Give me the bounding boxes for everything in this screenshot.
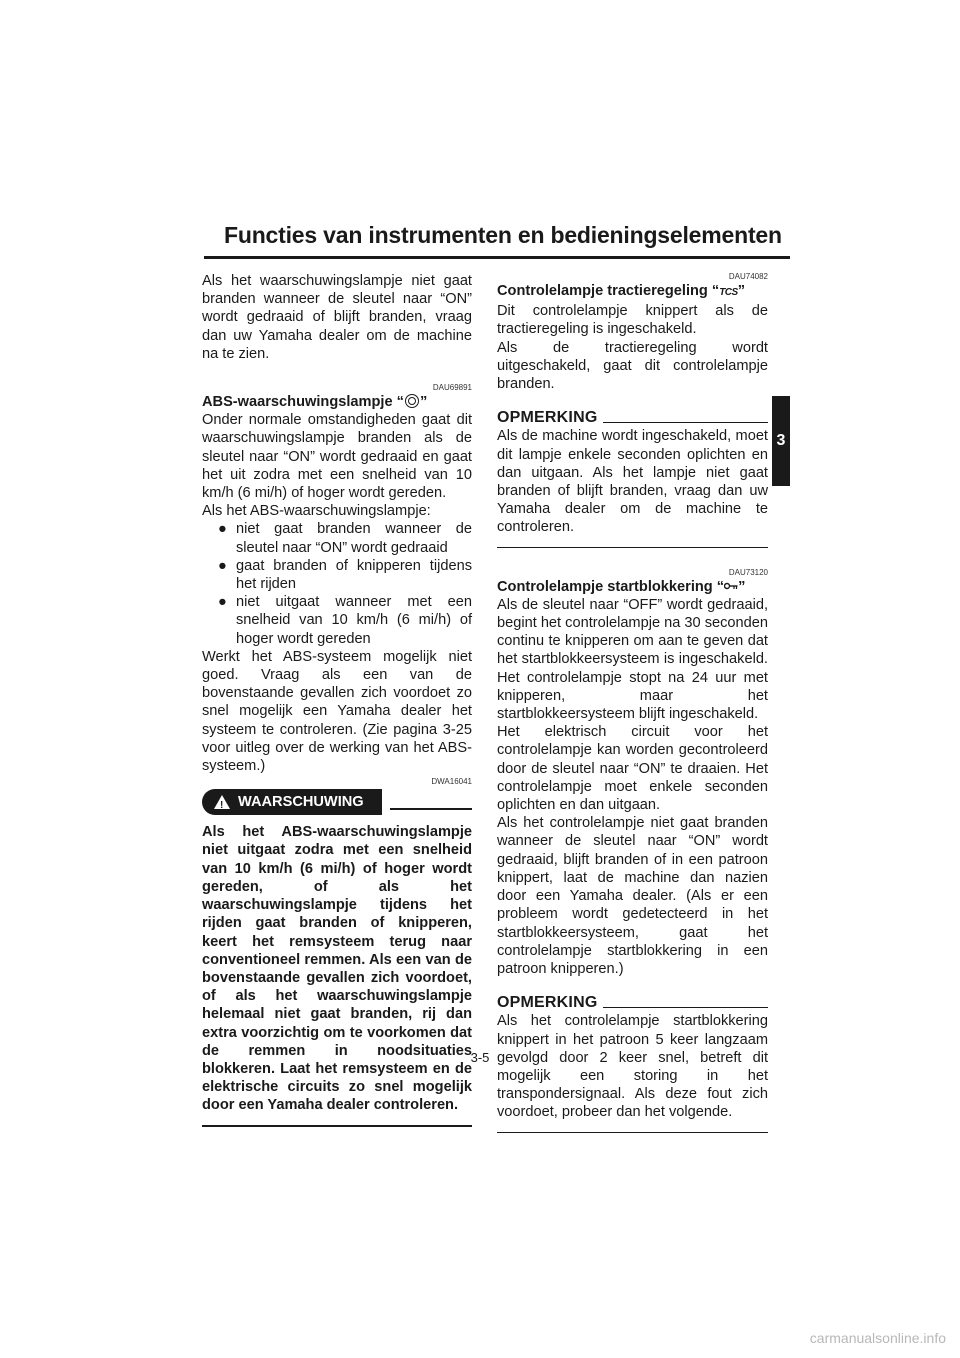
abs-heading [202, 393, 472, 411]
note-header-2 [497, 994, 768, 1012]
title-rule [204, 256, 790, 259]
intro-paragraph: Als het waarschuwingslampje niet gaat branden wanneer de sleutel naar “ON” wordt gedraaid of blijft branden, vraag dan uw Yamaha dealer om de machine na te zien. [202, 273, 472, 362]
abs-bullet-list [202, 520, 472, 647]
note-rule-1 [603, 422, 768, 423]
bullet-icon: ● [218, 557, 227, 574]
note-label-1: OPMERKING [497, 409, 598, 427]
abs-heading-text: ABS-waarschuwingslampje “ [202, 394, 404, 411]
bullet-icon: ● [218, 594, 227, 611]
note-header-1 [497, 409, 768, 427]
immo-paragraph-3: Als het controlelampje niet gaat branden wanneer de sleutel naar “ON” wordt gedraaid, blijft branden of in een patroon knippert, laat de machine dan nazien door een Yamaha dealer. (Als er een probleem wordt gedetecteerd in het startblokkeersysteem, gaat het controlelampje startblokkering in een patroon knipperen.) [497, 815, 768, 977]
abs-icon [405, 394, 419, 408]
abs-paragraph-2: Als het ABS-waarschuwingslampje: [202, 503, 431, 520]
note-text-1: Als de machine wordt ingeschakeld, moet dit lampje enkele seconden oplichten en dan uitgaan. Als het lampje niet gaat branden of blijft branden, vraag dan uw Yamaha dealer om de machine te controleren. [497, 428, 768, 536]
page-title: Functies van instrumenten en bedieningselementen [224, 222, 782, 248]
tcs-heading-text: Controlelampje tractieregeling “ [497, 283, 720, 299]
tcs-icon: TCS [719, 287, 738, 298]
watermark: carmanualsonline.info [809, 1330, 946, 1346]
bullet-icon: ● [218, 521, 227, 538]
tcs-paragraph-2: Als de tractieregeling wordt uitgeschakeld, gaat dit controlelampje branden. [497, 339, 768, 393]
tcs-section-code: DAU74082 [728, 272, 768, 281]
immo-heading-close: ” [738, 578, 746, 595]
abs-paragraph-3: Werkt het ABS-systeem mogelijk niet goed. Vraag als een van de bovenstaande gevallen zich voordoet zo snel mogelijk een Yamaha dealer het systeem te controleren. (Zie pagina 3-25 voor uitleg over de werking van het ABS-systeem.) [202, 648, 472, 775]
warning-end-rule [202, 1125, 472, 1127]
immo-heading-text: Controlelampje startblokkering “ [497, 578, 725, 595]
warning-header [202, 789, 472, 815]
warning-rule [390, 808, 472, 810]
abs-heading-close: ” [419, 394, 428, 411]
warning-label: WAARSCHUWING [238, 794, 364, 811]
warning-label-box [202, 789, 382, 815]
left-column [202, 272, 472, 1127]
list-item [202, 557, 472, 593]
abs-section-code: DAU69891 [432, 383, 472, 393]
immo-paragraph-2: Het elektrisch circuit voor het controlelampje kan worden gecontroleerd door de sleutel naar “ON” te draaien. Het controlelampje moet enkele seconden oplichten en dan uitgaan. [497, 724, 768, 814]
tcs-paragraph-1: Dit controlelampje knippert als de tractieregeling is ingeschakeld. [497, 303, 768, 338]
immo-section-code: DAU73120 [728, 567, 768, 577]
right-column [497, 272, 768, 1133]
warning-code: DWA16041 [431, 777, 472, 787]
bullet-text: niet gaat branden wanneer de sleutel naar “ON” wordt gedraaid [236, 521, 472, 556]
warning-text: Als het ABS-waarschuwingslampje niet uitgaat zodra met een snelheid van 10 km/h (6 mi/h) of hoger wordt gereden, of als het waarschuwingslampje tijdens het rijden gaat branden of knipperen, keert het remsysteem terug naar conventioneel remmen. Als een van de bovenstaande gevallen zich voordoet, of als het waarschuwingslampje helemaal niet gaat branden, rij dan extra voorzichtig om te voorkomen dat de remmen in noodsituaties blokkeren. Laat het remsysteem en de elektrische circuits zo snel mogelijk door een Yamaha dealer controleren. [202, 824, 472, 1114]
note-end-rule-2 [497, 1132, 768, 1133]
page-number: 3-5 [470, 1050, 490, 1065]
key-icon [724, 582, 738, 590]
bullet-text: gaat branden of knipperen tijdens het rijden [236, 557, 472, 593]
tcs-heading-close: ” [737, 283, 745, 299]
bullet-text: niet uitgaat wanneer met een snelheid van 10 km/h (6 mi/h) of hoger wordt gereden [236, 594, 472, 647]
list-item [202, 593, 472, 648]
tcs-heading [497, 282, 768, 302]
immo-paragraph-1: Als de sleutel naar “OFF” wordt gedraaid, begint het controlelampje na 30 seconden continu te knipperen om aan te geven dat het startblokkeersysteem is ingeschakeld. Het controlelampje stopt na 24 uur met knipperen, maar het startblokkeersysteem blijft ingeschakeld. [497, 596, 768, 723]
chapter-tab: 3 [772, 396, 790, 486]
warning-icon [214, 795, 230, 809]
list-item [202, 520, 472, 556]
note-end-rule-1 [497, 547, 768, 548]
note-text-2: Als het controlelampje startblokkering knippert in het patroon 5 keer langzaam gevolgd door 2 keer snel, betreft dit mogelijk een storing in het transpondersignaal. Als deze fout zich voordoet, probeer dan het volgende. [497, 1013, 768, 1121]
note-rule-2 [603, 1007, 768, 1008]
abs-paragraph-1: Onder normale omstandigheden gaat dit waarschuwingslampje branden als de sleutel naar “ON” wordt gedraaid en gaat het uit zodra met een snelheid van 10 km/h (6 mi/h) of hoger wordt gereden. [202, 412, 472, 502]
immo-heading [497, 578, 768, 596]
note-label-2: OPMERKING [497, 994, 598, 1012]
